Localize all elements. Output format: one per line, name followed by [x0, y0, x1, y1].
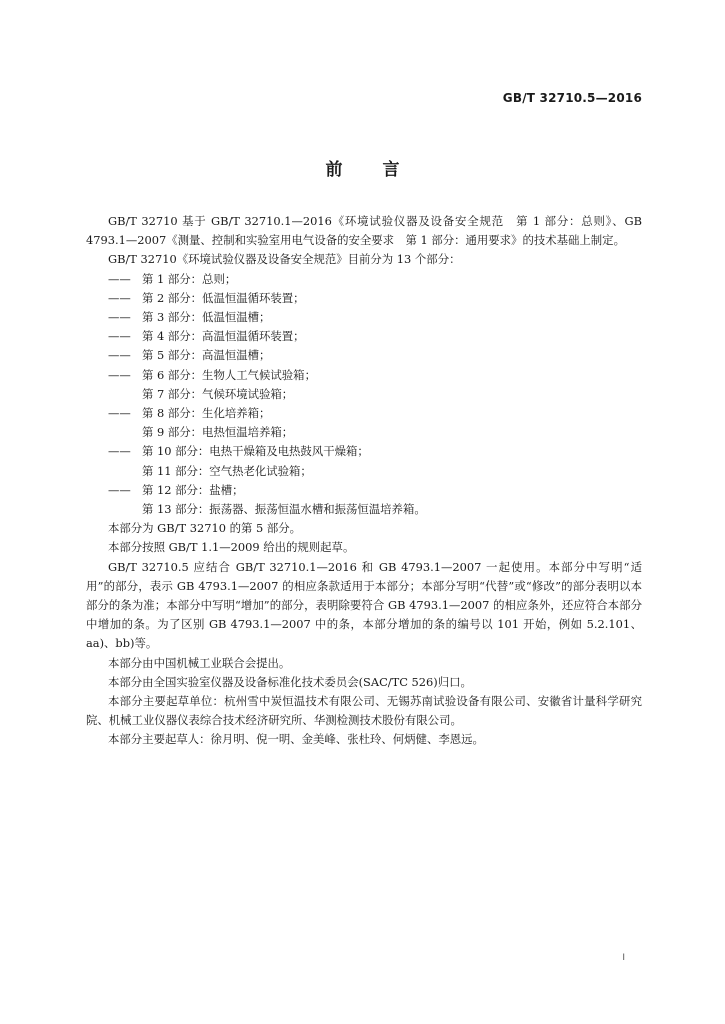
list-dash: ——: [108, 482, 131, 497]
foreword-body: [86, 212, 642, 750]
list-item: 第 9 部分：电热恒温培养箱；: [142, 425, 294, 440]
page-number: I: [622, 953, 625, 963]
paragraph-drafting-rules: 本部分按照 GB/T 1.1—2009 给出的规则起草。: [108, 540, 355, 555]
list-item: —— 第 5 部分：高温恒温槽；: [86, 346, 642, 365]
list-item: —— 第 3 部分：低温恒温槽；: [86, 308, 642, 327]
paragraph-usage: GB/T 32710.5 应结合 GB/T 32710.1—2016 和 GB 4793.1—2007 一起使用。本部分中写明“适用”的部分，表示 GB 4793.1—2007 的相应条款适用于本部分；本部分写明“代替”或“修改”的部分表明以本部分的条为准；本部分中写明“增加”的部分，表明除要符合 GB 4793.1—2007 的相应条外，还应符合本部分中增加的条。为了区别 GB 4793.1—2007 中的条，本部分增加的条的编号以 101 开始，例如 5.2.101、aa)、bb)等。: [86, 559, 642, 651]
list-item: —— 第 8 部分：生化培养箱；: [86, 404, 642, 423]
paragraph-committee: 本部分由全国实验室仪器及设备标准化技术委员会(SAC/TC 526)归口。: [108, 674, 472, 689]
list-item: 第 13 部分：振荡器、振荡恒温水槽和振荡恒温培养箱。: [142, 502, 426, 517]
list-item: —— 第 6 部分：生物人工气候试验箱；: [86, 366, 642, 385]
list-dash: ——: [108, 348, 131, 363]
list-dash: ——: [108, 406, 131, 421]
list-item: 第 7 部分：气候环境试验箱；: [142, 386, 294, 401]
list-dash: ——: [108, 444, 131, 459]
paragraph-drafters: 本部分主要起草人：徐月明、倪一明、金美峰、张杜玲、何炳健、李恩远。: [108, 732, 484, 747]
list-dash: ——: [108, 329, 131, 344]
title-char-1: 前: [325, 160, 343, 180]
paragraph-basis: GB/T 32710 基于 GB/T 32710.1—2016《环境试验仪器及设备安全规范 第 1 部分：总则》、GB 4793.1—2007《测量、控制和实验室用电气设备的安全要求 第 1 部分：通用要求》的技术基础上制定。: [86, 214, 642, 248]
list-dash: ——: [108, 271, 131, 286]
standard-code: GB/T 32710.5—2016: [502, 91, 642, 105]
parts-list: [86, 270, 642, 520]
paragraph-drafting-units: 本部分主要起草单位：杭州雪中炭恒温技术有限公司、无锡苏南试验设备有限公司、安徽省计量科学研究院、机械工业仪器仪表综合技术经济研究所、华测检测技术股份有限公司。: [86, 694, 642, 728]
list-item: 第 11 部分：空气热老化试验箱；: [142, 463, 312, 478]
list-dash: ——: [108, 367, 131, 382]
list-item: —— 第 10 部分：电热干燥箱及电热鼓风干燥箱；: [86, 442, 642, 461]
list-item: —— 第 12 部分：盐槽；: [86, 481, 642, 500]
list-dash: ——: [108, 290, 131, 305]
paragraph-proposer: 本部分由中国机械工业联合会提出。: [108, 655, 291, 670]
title-char-2: 言: [382, 160, 400, 180]
list-item: —— 第 4 部分：高温恒温循环装置；: [86, 327, 642, 346]
paragraph-parts-intro: GB/T 32710《环境试验仪器及设备安全规范》目前分为 13 个部分：: [108, 252, 461, 267]
list-item: —— 第 2 部分：低温恒温循环装置；: [86, 289, 642, 308]
paragraph-part-number: 本部分为 GB/T 32710 的第 5 部分。: [108, 521, 302, 536]
list-dash: ——: [108, 310, 131, 325]
list-item: —— 第 1 部分：总则；: [86, 270, 642, 289]
page-title: [0, 155, 725, 180]
